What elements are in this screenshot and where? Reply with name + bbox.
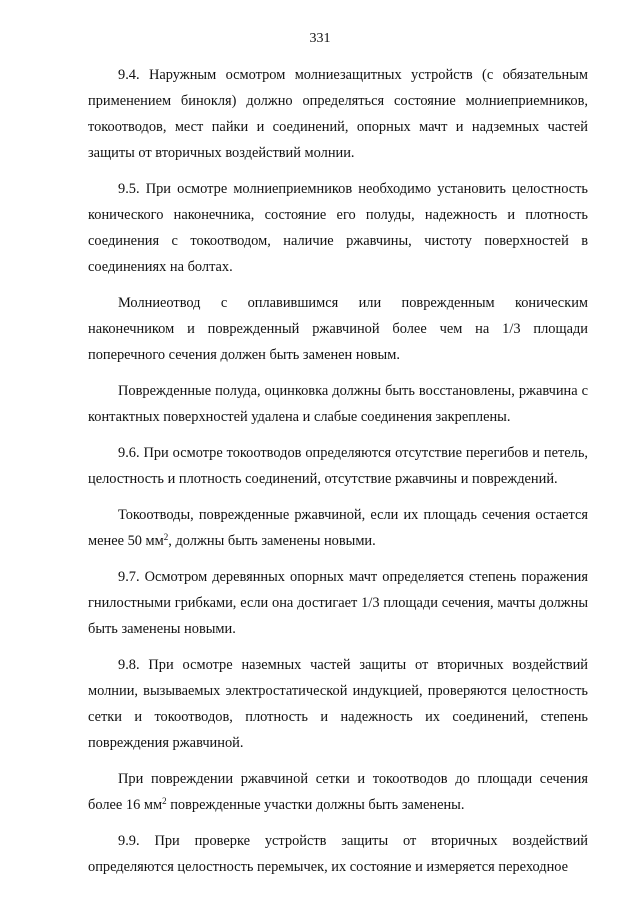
paragraph-p-9-4 bbox=[88, 62, 588, 166]
paragraph-text: Токоотводы, поврежденные ржавчиной, если их площадь сечения остается менее 50 мм bbox=[88, 507, 588, 549]
paragraph-p-9-9 bbox=[88, 828, 588, 880]
paragraph-text: 9.9. При проверке устройств защиты от вторичных воздействий определяются целостность перемычек, их состояние и измеряется переходное bbox=[88, 833, 588, 875]
paragraph-p-9-7 bbox=[88, 564, 588, 642]
page-body bbox=[88, 62, 588, 880]
paragraph-text: 9.8. При осмотре наземных частей защиты от вторичных воздействий молнии, вызываемых электростатической индукцией, проверяются целостность сетки и токоотводов, плотность и надежность их соединений, степень повреждения ржавчиной. bbox=[88, 657, 588, 751]
paragraph-p-9-8 bbox=[88, 652, 588, 756]
paragraph-text: При повреждении ржавчиной сетки и токоотводов до площади сечения более 16 мм bbox=[88, 771, 588, 813]
page-number: 331 bbox=[309, 31, 331, 46]
superscript: 2 bbox=[162, 796, 167, 806]
superscript: 2 bbox=[163, 532, 169, 542]
paragraph-p-9-8-a bbox=[88, 766, 588, 818]
paragraph-p-9-5 bbox=[88, 176, 588, 280]
paragraph-text: 9.7. Осмотром деревянных опорных мачт определяется степень поражения гнилостными грибками, если она достигает 1/3 площади сечения, мачты должны быть заменены новыми. bbox=[88, 569, 588, 637]
paragraph-text: 9.4. Наружным осмотром молниезащитных устройств (с обязательным применением бинокля) должно определяться состояние молниеприемников, токоотводов, мест пайки и соединений, опорных мачт и надземных частей защиты от вторичных воздействий молнии. bbox=[88, 67, 588, 161]
paragraph-text: , должны быть заменены новыми. bbox=[168, 533, 376, 549]
paragraph-p-9-5-b bbox=[88, 378, 588, 430]
paragraph-p-9-6-a bbox=[88, 502, 588, 554]
paragraph-p-9-5-a bbox=[88, 290, 588, 368]
paragraph-text: Молниеотвод с оплавившимся или поврежденным коническим наконечником и поврежденный ржавчиной более чем на 1/3 площади поперечного сечения должен быть заменен новым. bbox=[88, 295, 588, 363]
paragraph-text: 9.5. При осмотре молниеприемников необходимо установить целостность конического наконечника, состояние его полуды, надежность и плотность соединения с токоотводом, наличие ржавчины, чистоту поверхностей в соединениях на болтах. bbox=[88, 181, 588, 275]
paragraph-text: 9.6. При осмотре токоотводов определяются отсутствие перегибов и петель, целостность и плотность соединений, отсутствие ржавчины и повреждений. bbox=[88, 445, 588, 487]
paragraph-p-9-6 bbox=[88, 440, 588, 492]
paragraph-text: Поврежденные полуда, оцинковка должны быть восстановлены, ржавчина с контактных поверхностей удалена и слабые соединения закреплены. bbox=[88, 383, 588, 425]
paragraph-text: поврежденные участки должны быть заменены. bbox=[166, 797, 465, 813]
